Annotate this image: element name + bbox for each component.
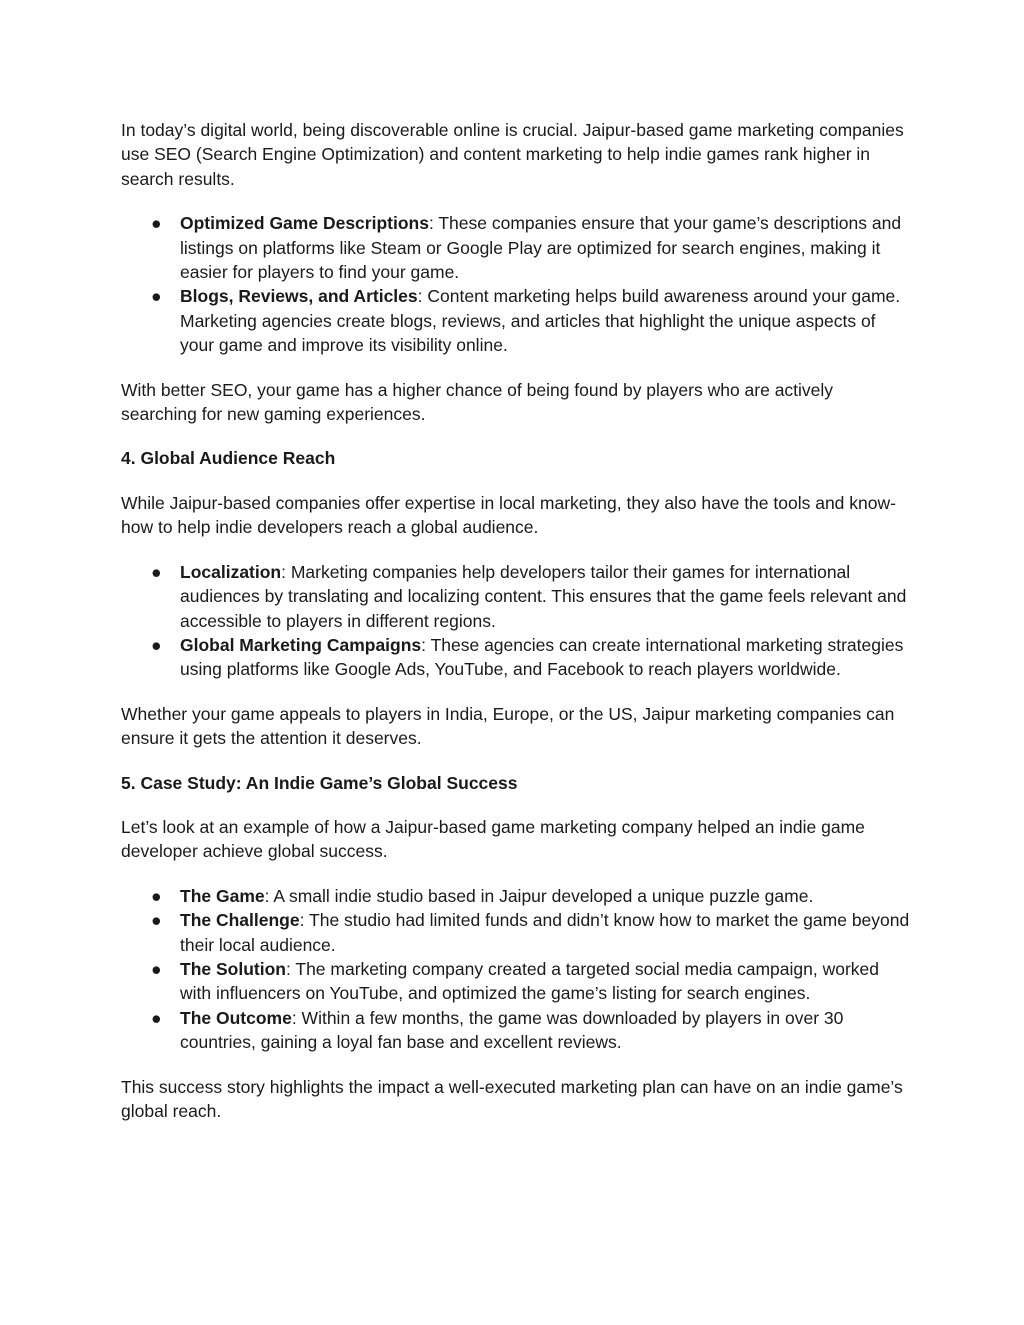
bullet-list-seo (121, 211, 911, 357)
list-item-term: Blogs, Reviews, and Articles (180, 286, 418, 307)
list-item (121, 560, 911, 633)
bullet-icon: ● (151, 1007, 162, 1028)
paragraph-case-intro: Let’s look at an example of how a Jaipur-based game marketing company helped an indie game developer achieve global success. (121, 816, 865, 862)
bullet-list-global (121, 560, 911, 682)
list-item-text: : Within a few months, the game was downloaded by players in over 30 countries, gaining a loyal fan base and excellent reviews. (180, 1007, 844, 1053)
paragraph-global-intro: While Jaipur-based companies offer expertise in local marketing, they also have the tools and know-how to help indie developers reach a global audience. (121, 492, 896, 538)
bullet-icon: ● (151, 910, 162, 931)
list-item (121, 211, 911, 284)
paragraph-global-summary: Whether your game appeals to players in India, Europe, or the US, Jaipur marketing companies can ensure it gets the attention it deserves. (121, 703, 895, 749)
bullet-list-case-study (121, 884, 911, 1055)
list-item-text: : These companies ensure that your game’s descriptions and listings on platforms like Steam or Google Play are optimized for search engines, making it easier for players to find your game. (180, 213, 902, 283)
bullet-icon: ● (151, 213, 162, 234)
list-item-text: : These agencies can create international marketing strategies using platforms like Google Ads, YouTube, and Facebook to reach players worldwide. (180, 634, 904, 680)
list-item (121, 908, 911, 957)
list-item-text: : The marketing company created a targeted social media campaign, worked with influencers on YouTube, and optimized the game’s listing for search engines. (180, 958, 880, 1004)
bullet-icon: ● (151, 286, 162, 307)
list-item (121, 884, 911, 908)
section-heading-case-study: 5. Case Study: An Indie Game’s Global Success (121, 772, 518, 793)
list-item (121, 1006, 911, 1055)
paragraph-case-summary: This success story highlights the impact a well-executed marketing plan can have on an indie game’s global reach. (121, 1076, 903, 1121)
section-heading-global-reach: 4. Global Audience Reach (121, 448, 336, 469)
list-item-term: Localization (180, 561, 282, 582)
bullet-icon: ● (151, 885, 162, 906)
list-item-text: : Content marketing helps build awareness around your game. Marketing agencies create blogs, reviews, and articles that highlight the unique aspects of your game and improve its visibility online. (180, 286, 901, 356)
list-item-text: : Marketing companies help developers tailor their games for international audiences by translating and localizing content. This ensures that the game feels relevant and accessible to players in different regions. (180, 561, 907, 631)
list-item-term: Global Marketing Campaigns (180, 634, 422, 655)
list-item (121, 633, 911, 682)
document-page (121, 118, 911, 1143)
bullet-icon: ● (151, 561, 162, 582)
list-item-text: : A small indie studio based in Jaipur developed a unique puzzle game. (264, 885, 814, 906)
list-item-text: : The studio had limited funds and didn’t know how to market the game beyond their local audience. (180, 910, 910, 955)
list-item-term: The Game (180, 885, 265, 906)
list-item-term: Optimized Game Descriptions (180, 213, 429, 234)
list-item-term: The Solution (180, 958, 286, 979)
list-item-term: The Outcome (180, 1007, 292, 1028)
bullet-icon: ● (151, 634, 162, 655)
paragraph-seo-intro: In today’s digital world, being discoverable online is crucial. Jaipur-based game marketing companies use SEO (Search Engine Optimization) and content marketing to help indie games rank higher in search results. (121, 120, 904, 189)
list-item (121, 957, 911, 1006)
list-item (121, 284, 911, 357)
list-item-term: The Challenge (180, 910, 300, 931)
bullet-icon: ● (151, 958, 162, 979)
paragraph-seo-summary: With better SEO, your game has a higher chance of being found by players who are actively searching for new gaming experiences. (121, 379, 834, 425)
